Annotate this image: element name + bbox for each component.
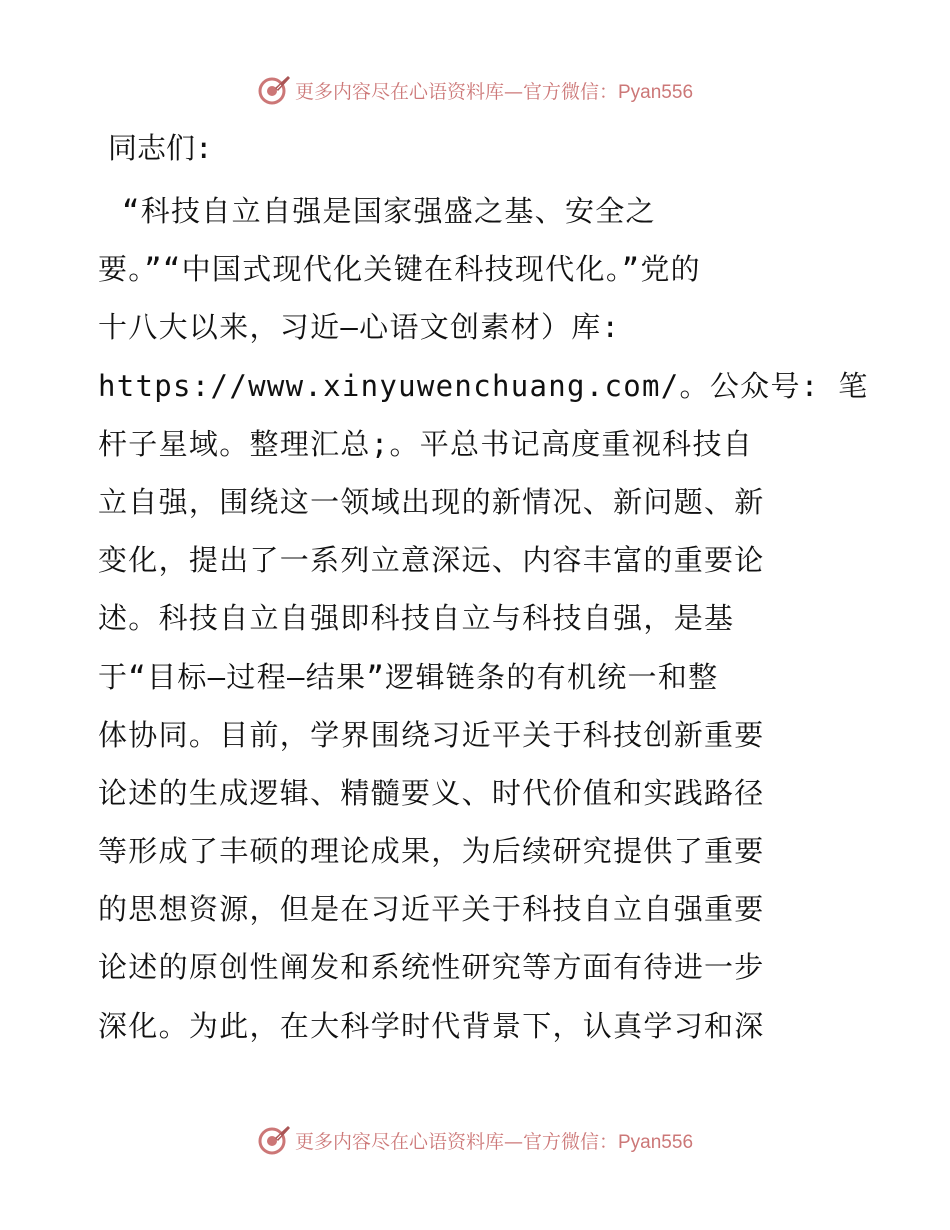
- footer-banner-text: [295, 1127, 693, 1154]
- header-banner-text: [295, 77, 693, 104]
- banner-dash: —: [503, 1130, 523, 1153]
- pen-logo-icon: [257, 73, 291, 107]
- paragraph-line: 论述的生成逻辑、精髓要义、时代价值和实践路径: [98, 775, 765, 810]
- paragraph-line: 述。科技自立自强即科技自立与科技自强，是基: [98, 601, 735, 636]
- paragraph-line: “科技自立自强是国家强盛之基、安全之: [122, 194, 656, 228]
- paragraph-line: 等形成了丰硕的理论成果，为后续研究提供了重要: [98, 834, 765, 869]
- greeting: 同志们:: [108, 131, 213, 165]
- paragraph-line: 体协同。目前，学界围绕习近平关于科技创新重要: [98, 717, 765, 752]
- wechat-id: Pyan556: [618, 1131, 694, 1153]
- site-name: 更多内容尽在心语资料库: [294, 80, 504, 103]
- paragraph-line: 论述的原创性阐发和系统性研究等方面有待进一步: [98, 950, 765, 985]
- document-body: [98, 124, 869, 1055]
- paragraph-line: 变化，提出了一系列立意深远、内容丰富的重要论: [98, 543, 765, 578]
- paragraph-line: 十八大以来，习近—心语文创素材）库:: [98, 310, 621, 345]
- banner-dash: —: [503, 80, 523, 103]
- wechat-label: 官方微信：: [522, 1130, 618, 1153]
- paragraph-line: 要。”“中国式现代化关键在科技现代化。”党的: [98, 252, 701, 287]
- paragraph-line: 杆子星域。整理汇总;。平总书记高度重视科技自: [98, 426, 754, 461]
- footer-watermark-banner: [0, 1122, 950, 1158]
- paragraph-line: 深化。为此，在大科学时代背景下，认真学习和深: [98, 1008, 765, 1043]
- site-name: 更多内容尽在心语资料库: [294, 1130, 504, 1153]
- paragraph-line: https://www.xinyuwenchuang.com/。公众号: 笔: [98, 368, 869, 403]
- header-watermark-banner: [0, 72, 950, 108]
- paragraph-line: 立自强，围绕这一领域出现的新情况、新问题、新: [98, 484, 765, 519]
- pen-logo-icon: [257, 1123, 291, 1157]
- paragraph-line: 于“目标—过程—结果”逻辑链条的有机统一和整: [98, 659, 719, 694]
- paragraph-line: 的思想资源，但是在习近平关于科技自立自强重要: [98, 892, 765, 927]
- wechat-label: 官方微信：: [522, 80, 618, 103]
- wechat-id: Pyan556: [618, 81, 694, 103]
